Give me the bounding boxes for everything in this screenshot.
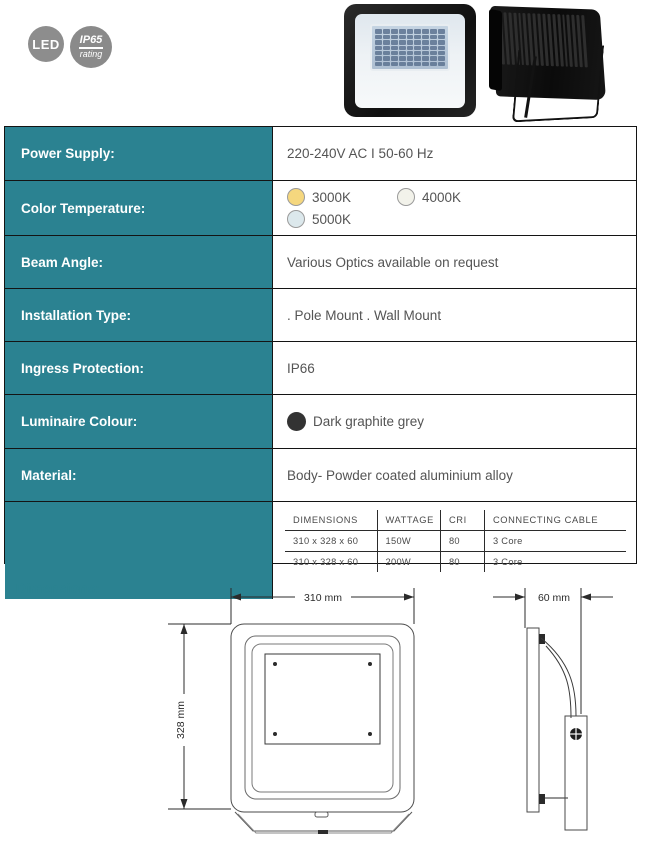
variants-cell-wattage-1: 150W [377, 531, 440, 552]
spec-label-color-temperature: Color Temperature: [5, 181, 273, 235]
dimensions-drawing [0, 566, 655, 841]
specification-table [4, 126, 637, 567]
spec-label-material: Material: [5, 449, 273, 501]
floodlight-led-array [375, 29, 444, 66]
dimension-label-depth: 60 mm [537, 592, 571, 604]
cct-label-4000k: 4000K [422, 189, 462, 205]
floodlight-side-photo [487, 2, 647, 120]
floodlight-front-lens [355, 14, 465, 108]
variants-cell-cable-1: 3 Core [484, 531, 626, 552]
variants-header-connecting-cable: CONNECTING CABLE [484, 510, 626, 531]
variants-table-header-row [285, 510, 626, 531]
spec-value-luminaire-colour [273, 395, 636, 448]
spec-label-power-supply: Power Supply: [5, 127, 273, 180]
spec-row-installation-type [5, 289, 636, 342]
cct-label-5000k: 5000K [312, 211, 352, 227]
spec-label-beam-angle: Beam Angle: [5, 236, 273, 288]
spec-row-beam-angle [5, 236, 636, 289]
ip65-badge-top-label: IP65 [79, 34, 103, 47]
spec-label-luminaire-colour: Luminaire Colour: [5, 395, 273, 448]
spec-row-material [5, 449, 636, 502]
spec-value-material: Body- Powder coated aluminium alloy [287, 467, 513, 483]
cct-option-5000k[interactable] [287, 210, 397, 228]
floodlight-led-panel [370, 24, 449, 71]
variants-cell-wattage-2: 200W [377, 552, 440, 573]
floodlight-front-housing [344, 4, 476, 117]
spec-value-power-supply: 220-240V AC I 50-60 Hz [287, 146, 434, 161]
variants-header-dimensions: DIMENSIONS [285, 510, 377, 531]
spec-value-color-temperature [273, 181, 636, 235]
cct-option-3000k[interactable] [287, 188, 397, 206]
variants-cell-cri-2: 80 [440, 552, 484, 573]
spec-row-color-temperature [5, 181, 636, 236]
spec-value-ingress-protection: IP66 [287, 360, 315, 376]
spec-value-beam-angle: Various Optics available on request [287, 254, 499, 270]
led-badge [28, 26, 64, 62]
certification-badges [28, 26, 112, 68]
cct-label-3000k: 3000K [312, 189, 352, 205]
cct-swatch-4000k [397, 188, 415, 206]
luminaire-colour-label: Dark graphite grey [313, 414, 425, 429]
variants-cell-cable-2: 3 Core [492, 557, 523, 567]
spec-row-ingress-protection [5, 342, 636, 395]
dimensions-title: Dimensions: [16, 580, 101, 596]
variants-header-cri: CRI [440, 510, 484, 531]
led-badge-label: LED [32, 36, 60, 52]
color-temperature-options [287, 186, 636, 230]
variants-cell-cri-1: 80 [440, 531, 484, 552]
spec-label-ingress-protection: Ingress Protection: [5, 342, 273, 394]
dimension-label-height: 328 mm [175, 701, 187, 739]
ip65-badge-bottom-label: rating [79, 48, 103, 59]
spec-row-power-supply [5, 127, 636, 181]
table-row [285, 531, 626, 552]
variants-cell-dimensions-2: 310 x 328 x 60 [285, 552, 377, 573]
cct-swatch-3000k [287, 188, 305, 206]
floodlight-side-lens-edge [489, 9, 502, 91]
spec-value-installation-type: . Pole Mount . Wall Mount [287, 307, 442, 323]
spec-label-installation-type: Installation Type: [5, 289, 273, 341]
floodlight-front-photo [344, 4, 476, 117]
ip65-rating-badge [70, 26, 112, 68]
cct-option-4000k[interactable] [397, 188, 527, 206]
spec-row-luminaire-colour [5, 395, 636, 449]
cct-swatch-5000k [287, 210, 305, 228]
variants-table [285, 510, 626, 572]
luminaire-colour-swatch [287, 412, 306, 431]
variants-header-wattage: WATTAGE [377, 510, 440, 531]
dimension-label-width: 310 mm [304, 592, 342, 604]
variants-cell-dimensions-1: 310 x 328 x 60 [285, 531, 377, 552]
